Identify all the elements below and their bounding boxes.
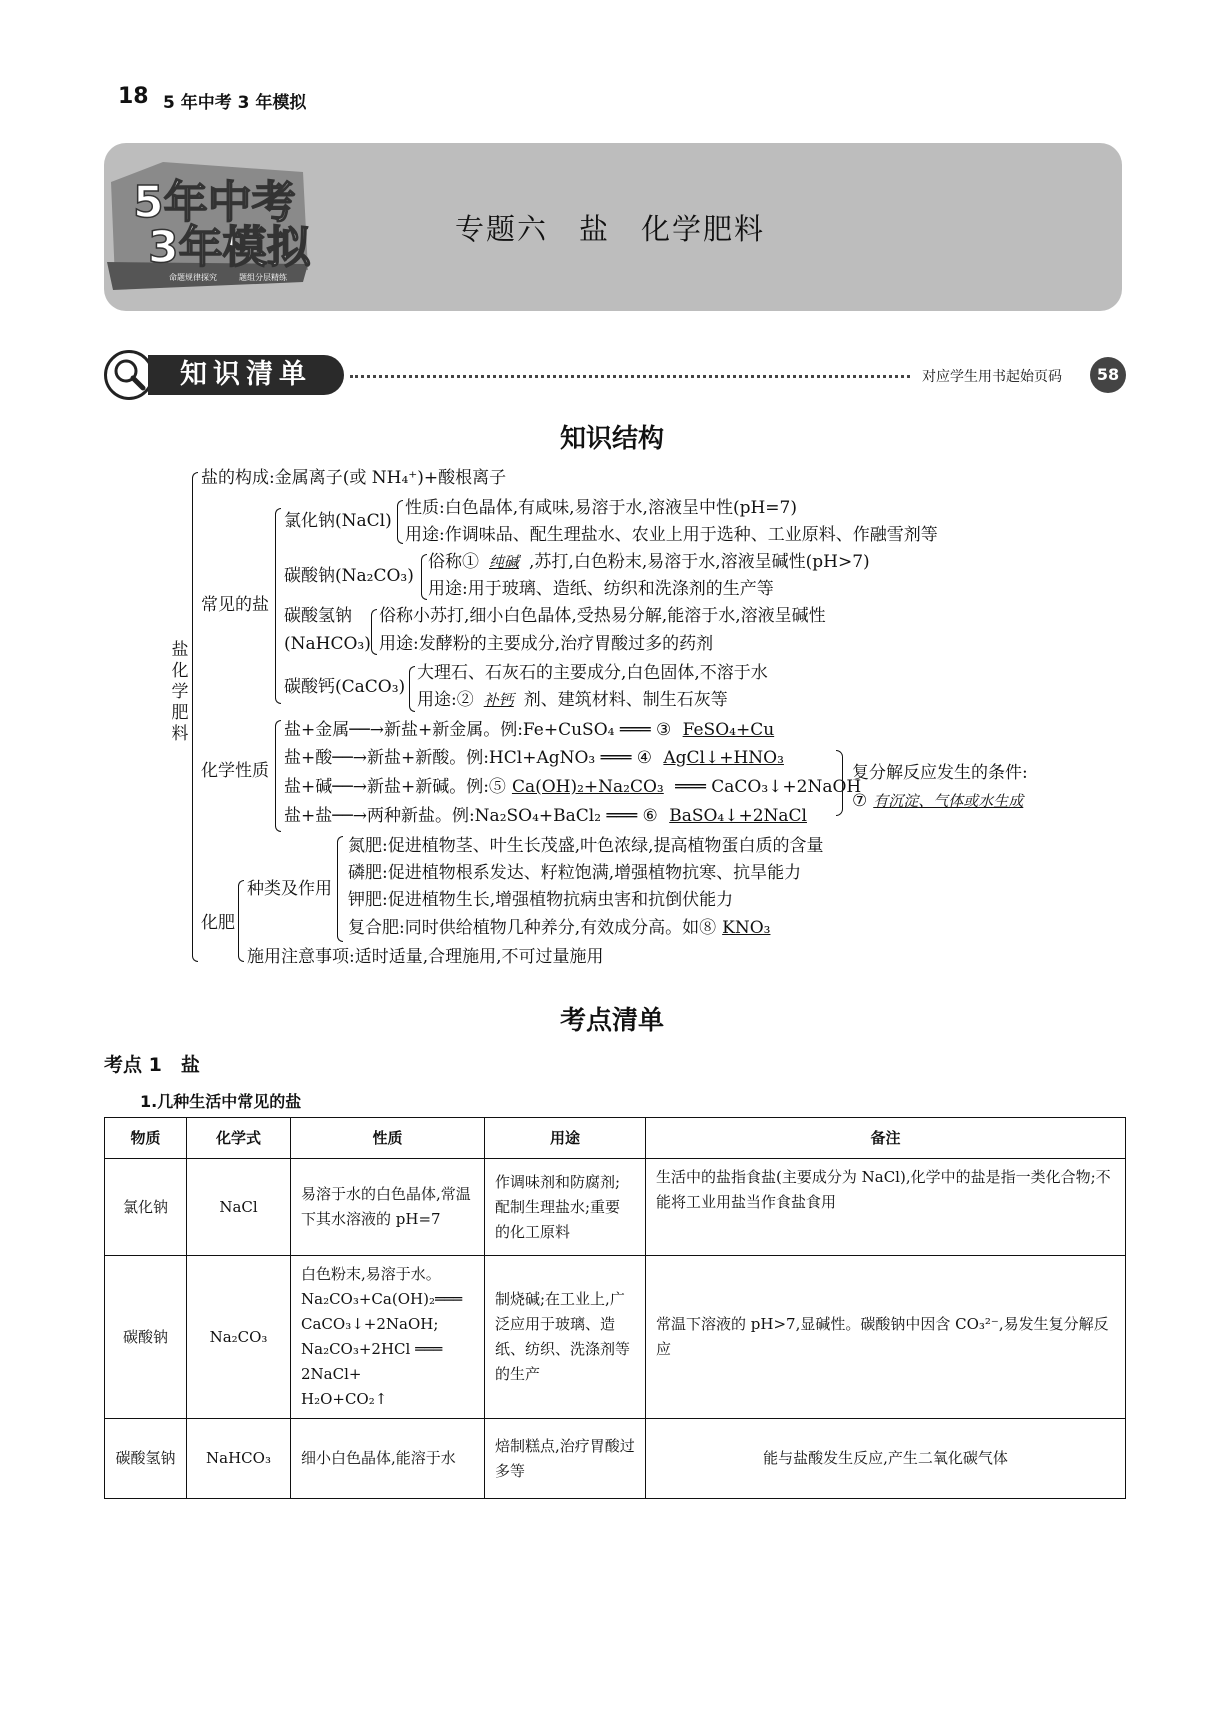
cell-use: 焙制糕点,治疗胃酸过多等	[485, 1419, 646, 1499]
logo-sub1: 命题规律探究	[169, 273, 217, 282]
dotted-divider	[350, 375, 910, 378]
cell-note: 生活中的盐指食盐(主要成分为 NaCl),化学中的盐是指一类化合物;不能将工业用盐当作食盐食用	[646, 1159, 1126, 1256]
table-row	[105, 1159, 1126, 1256]
book-logo	[103, 152, 313, 297]
section-title: 知识清单	[148, 355, 344, 395]
na2co3-label: 碳酸钠(Na₂CO₃)	[284, 566, 414, 586]
caco3-brace	[409, 666, 415, 712]
column-header: 用途	[485, 1118, 646, 1159]
table-row	[105, 1256, 1126, 1419]
cell-name: 碳酸氢钠	[105, 1419, 187, 1499]
cell-note: 常温下溶液的 pH>7,显碱性。碳酸钠中因含 CO₃²⁻,易发生复分解反应	[646, 1256, 1126, 1419]
cell-use: 制烧碱;在工业上,广泛应用于玻璃、造纸、纺织、洗涤剂等的生产	[485, 1256, 646, 1419]
root-brace	[192, 472, 198, 962]
condition-prefix: ⑦	[852, 791, 868, 811]
na2co3-brace	[421, 554, 427, 600]
common-salts-brace	[275, 508, 281, 704]
answer-8: KNO₃	[722, 918, 771, 938]
nahco3-property: 俗称小苏打,细小白色晶体,受热易分解,能溶于水,溶液呈碱性	[379, 606, 826, 626]
caco3-use-b: 剂、建筑材料、制生石灰等	[523, 690, 728, 710]
nitrogen-fertilizer: 氮肥:促进植物茎、叶生长茂盛,叶色浓绿,提高植物蛋白质的含量	[348, 836, 824, 856]
fert-types-label: 种类及作用	[247, 879, 332, 899]
tree-root: 盐 化学肥料	[171, 640, 206, 744]
salt-composition: 盐的构成:金属离子(或 NH₄⁺)+酸根离子	[201, 468, 507, 488]
answer-1: 纯碱	[489, 553, 520, 571]
caco3-label: 碳酸钙(CaCO₃)	[284, 677, 406, 697]
cell-formula: NaHCO₃	[187, 1419, 291, 1499]
caco3-property: 大理石、石灰石的主要成分,白色固体,不溶于水	[417, 663, 768, 683]
phosphate-fertilizer: 磷肥:促进植物根系发达、籽粒饱满,增强植物抗寒、抗旱能力	[348, 863, 802, 883]
common-salts-table	[104, 1117, 1126, 1499]
answer-3: FeSO₄+Cu	[682, 720, 775, 740]
ref-page-badge: 58	[1090, 357, 1126, 393]
chem-closing-brace	[836, 750, 843, 816]
magnifier-icon	[104, 350, 154, 400]
fertilizer-note: 施用注意事项:适时适量,合理施用,不可过量施用	[247, 947, 604, 967]
column-header: 物质	[105, 1118, 187, 1159]
logo-line1: 5年中考	[133, 177, 296, 228]
cell-property	[291, 1256, 485, 1419]
nahco3-label-2: (NaHCO₃)	[284, 634, 371, 654]
property-line: H₂O+CO₂↑	[301, 1390, 388, 1408]
chem-rule-3-b: ═══ CaCO₃↓+2NaOH	[675, 777, 862, 797]
caco3-use-a: 用途:②	[417, 690, 474, 710]
column-header: 备注	[646, 1118, 1126, 1159]
fert-types-brace	[337, 836, 343, 942]
nahco3-label-1: 碳酸氢钠	[284, 606, 352, 626]
page-number: 18	[118, 84, 149, 109]
answer-6: BaSO₄↓+2NaCl	[669, 806, 807, 826]
cell-name: 碳酸钠	[105, 1256, 187, 1419]
answer-4: AgCl↓+HNO₃	[663, 748, 784, 768]
exam-point-1-title: 考点 1 盐	[104, 1054, 200, 1076]
cell-use: 作调味剂和防腐剂;配制生理盐水;重要的化工原料	[485, 1159, 646, 1256]
nacl-use: 用途:作调味品、配生理盐水、农业上用于选种、工业原料、作融雪剂等	[405, 525, 938, 545]
answer-7: 有沉淀、气体或水生成	[873, 792, 1024, 810]
answer-5: Ca(OH)₂+Na₂CO₃	[511, 777, 664, 797]
common-salts-label: 常见的盐	[201, 595, 269, 615]
na2co3-prop-b: ,苏打,白色粉末,易溶于水,溶液呈碱性(pH>7)	[529, 552, 870, 572]
cell-note: 能与盐酸发生反应,产生二氧化碳气体	[646, 1419, 1126, 1499]
condition-label: 复分解反应发生的条件:	[852, 763, 1028, 783]
exam-points-heading: 考点清单	[559, 1006, 664, 1036]
chem-props-brace	[275, 720, 281, 832]
compound-fertilizer: 复合肥:同时供给植物几种养分,有效成分高。如⑧	[348, 918, 717, 938]
nacl-brace	[397, 500, 403, 544]
chem-rule-2: 盐+酸──→新盐+新酸。例:HCl+AgNO₃ ═══ ④	[284, 748, 652, 768]
cell-formula: Na₂CO₃	[187, 1256, 291, 1419]
property-line: CaCO₃↓+2NaOH;	[301, 1315, 439, 1333]
logo-line2: 3年模拟	[148, 222, 311, 273]
na2co3-prop-a: 俗称①	[428, 552, 479, 572]
chem-rule-3: 盐+碱──→新盐+新碱。例:⑤	[284, 777, 506, 797]
cell-property: 易溶于水的白色晶体,常温下其水溶液的 pH=7	[291, 1159, 485, 1256]
nacl-label: 氯化钠(NaCl)	[284, 511, 392, 531]
chem-props-label: 化学性质	[201, 761, 269, 781]
logo-sub2: 题组分层精练	[239, 273, 287, 282]
answer-2: 补钙	[483, 691, 514, 709]
na2co3-use: 用途:用于玻璃、造纸、纺织和洗涤剂的生产等	[428, 579, 774, 599]
nahco3-brace	[371, 609, 377, 655]
ref-page-label: 对应学生用书起始页码	[922, 369, 1062, 385]
fertilizer-label: 化肥	[201, 913, 235, 933]
book-title: 5 年中考 3 年模拟	[163, 93, 307, 113]
property-line: Na₂CO₃+Ca(OH)₂═══	[301, 1290, 463, 1308]
cell-name: 氯化钠	[105, 1159, 187, 1256]
topic-title: 专题六 盐 化学肥料	[455, 212, 766, 246]
nacl-property: 性质:白色晶体,有咸味,易溶于水,溶液呈中性(pH=7)	[405, 498, 797, 518]
exam-point-1-subtitle: 1.几种生活中常见的盐	[140, 1092, 302, 1111]
table-header-row	[105, 1118, 1126, 1159]
property-line: Na₂CO₃+2HCl ═══ 2NaCl+	[301, 1340, 443, 1383]
structure-heading: 知识结构	[559, 424, 664, 454]
cell-formula: NaCl	[187, 1159, 291, 1256]
table-row	[105, 1419, 1126, 1499]
nahco3-use: 用途:发酵粉的主要成分,治疗胃酸过多的药剂	[379, 634, 714, 654]
fertilizer-brace	[238, 880, 244, 962]
property-line: 白色粉末,易溶于水。	[301, 1265, 441, 1283]
cell-property: 细小白色晶体,能溶于水	[291, 1419, 485, 1499]
potash-fertilizer: 钾肥:促进植物生长,增强植物抗病虫害和抗倒伏能力	[348, 890, 734, 910]
column-header: 化学式	[187, 1118, 291, 1159]
chem-rule-4: 盐+盐──→两种新盐。例:Na₂SO₄+BaCl₂ ═══ ⑥	[284, 806, 658, 826]
chem-rule-1: 盐+金属──→新盐+新金属。例:Fe+CuSO₄ ═══ ③	[284, 720, 672, 740]
column-header: 性质	[291, 1118, 485, 1159]
